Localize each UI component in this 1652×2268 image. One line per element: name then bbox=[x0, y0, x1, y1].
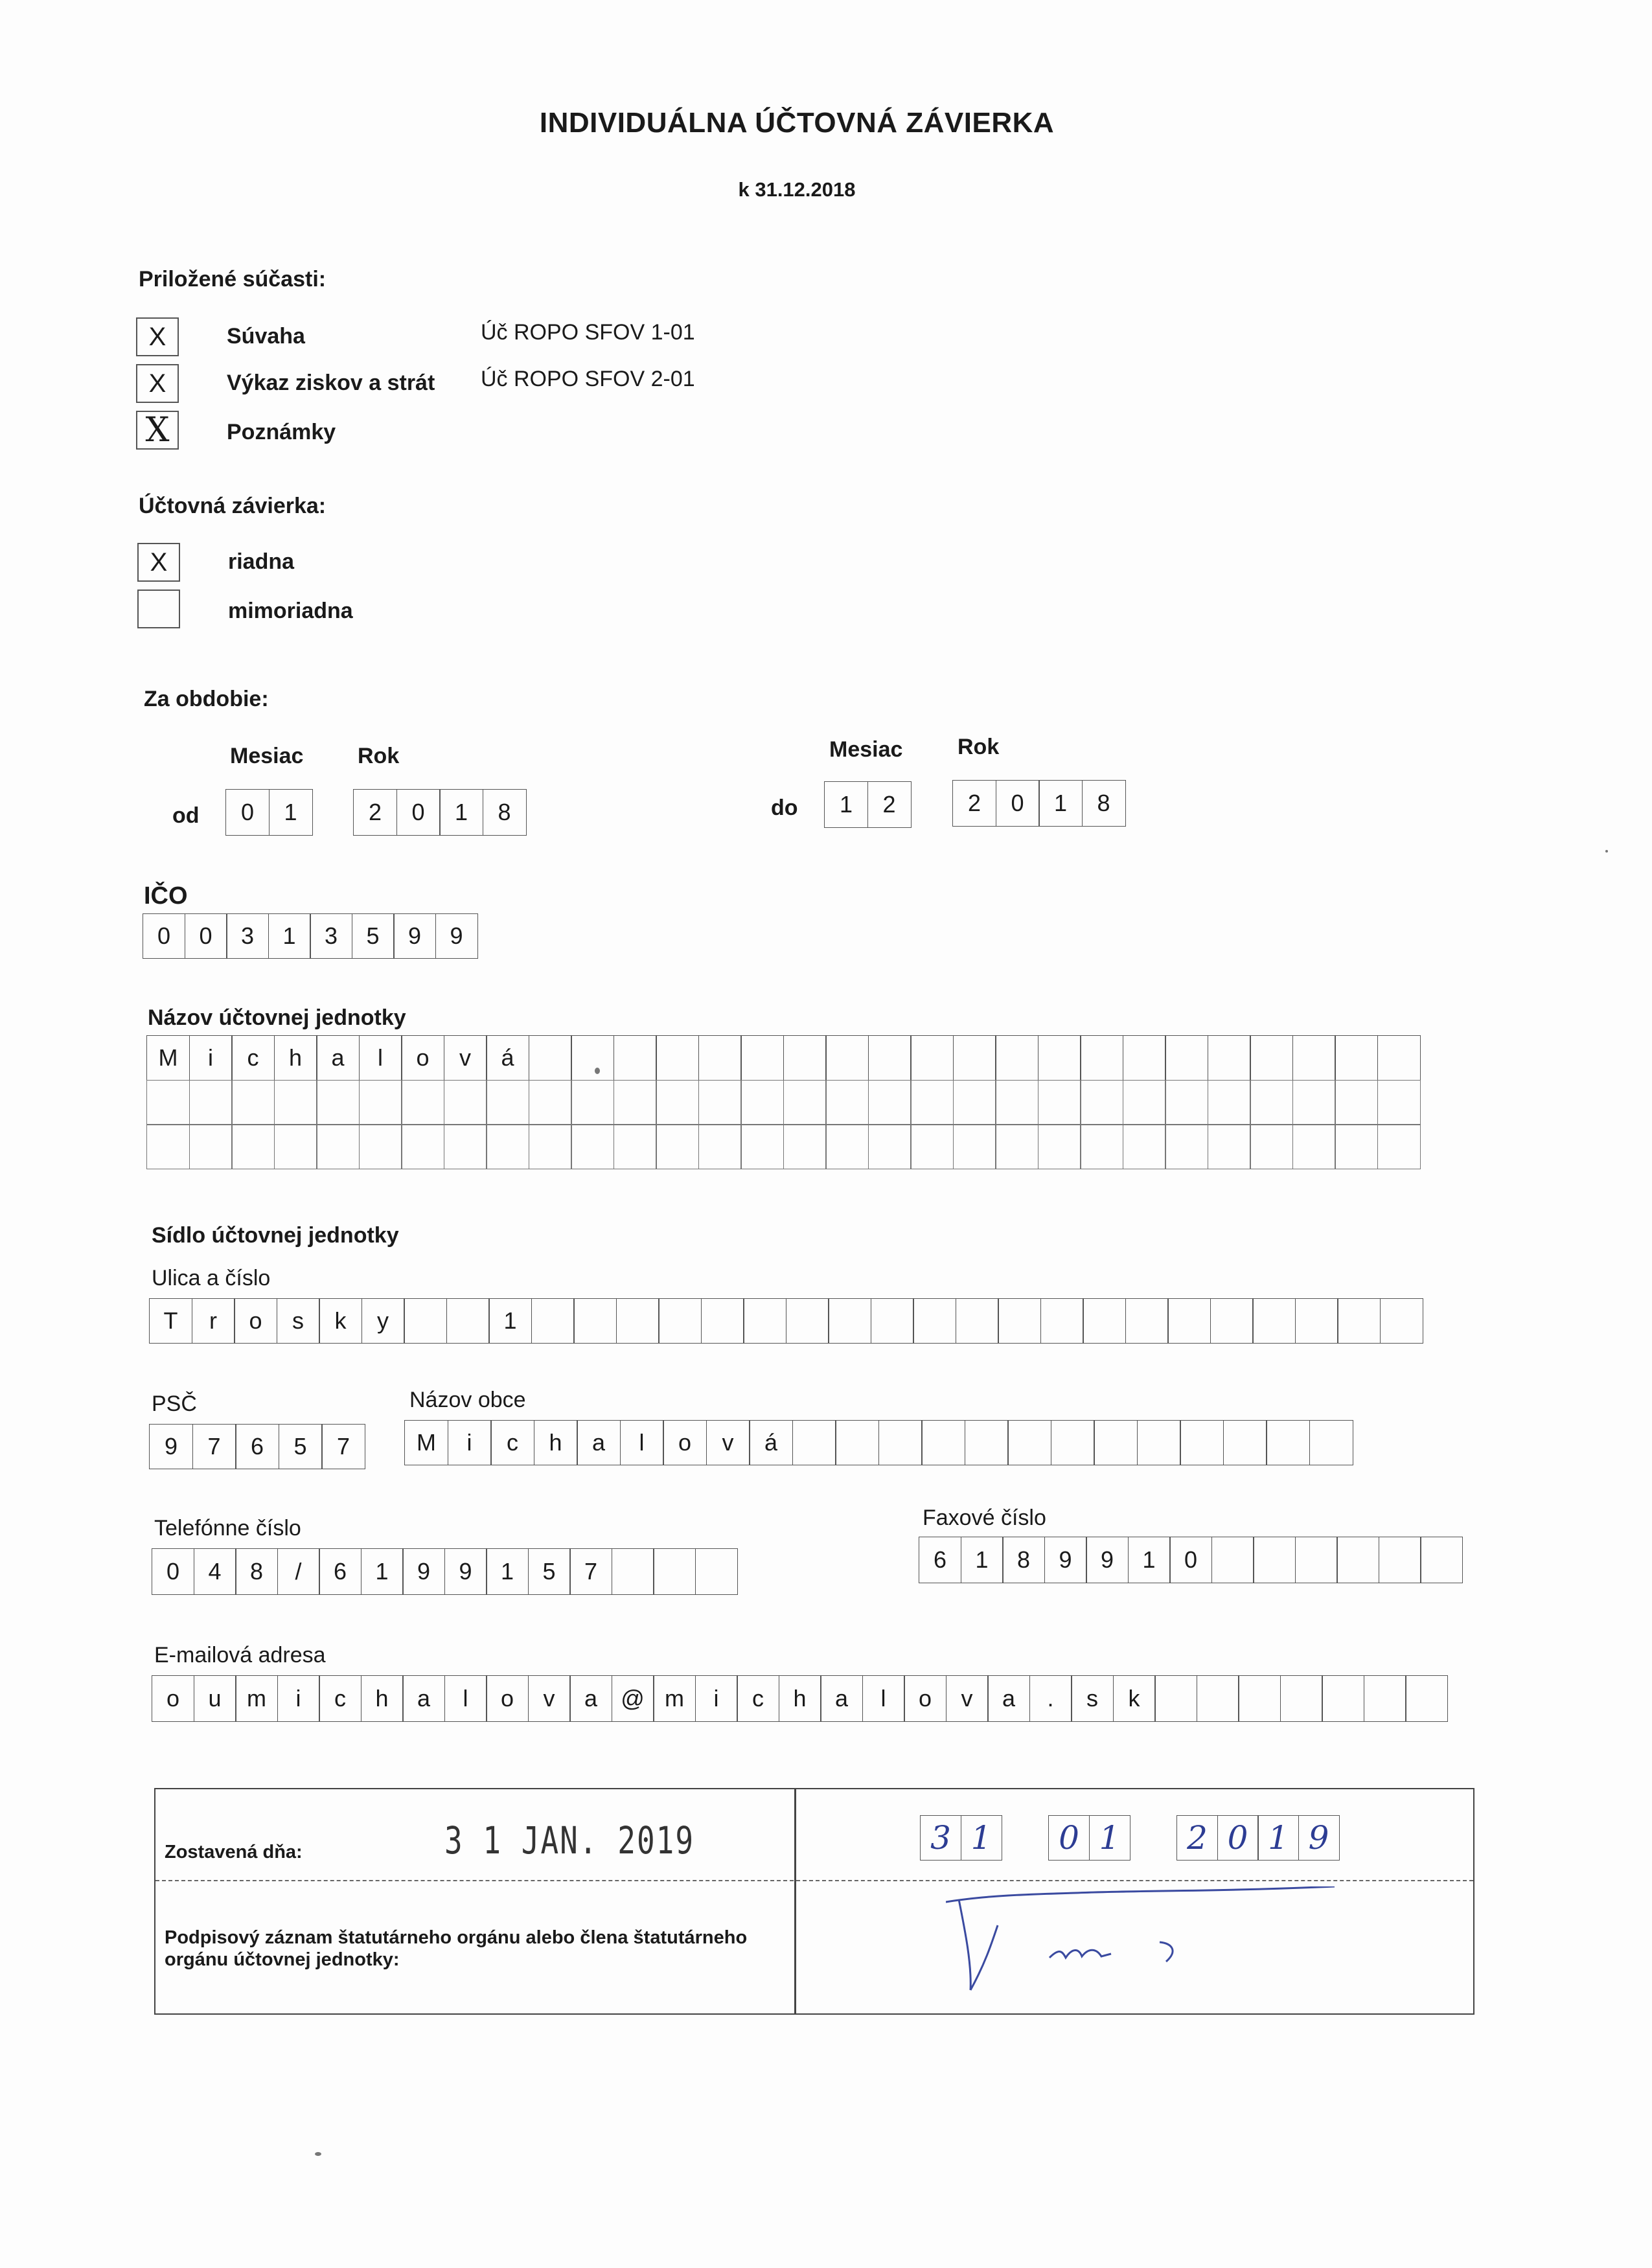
entity-name-char bbox=[1250, 1035, 1293, 1081]
city-char bbox=[1007, 1420, 1051, 1465]
email-char: a bbox=[820, 1675, 863, 1722]
city-char: a bbox=[577, 1420, 621, 1465]
phone-char bbox=[653, 1548, 696, 1595]
from-label: od bbox=[172, 803, 200, 828]
entity-name-char bbox=[910, 1124, 954, 1169]
year-digit: 2 bbox=[1176, 1815, 1218, 1861]
city-char: h bbox=[534, 1420, 578, 1465]
entity-name-char bbox=[953, 1124, 996, 1169]
entity-name-char bbox=[740, 1080, 784, 1125]
entity-name-char bbox=[1250, 1080, 1293, 1125]
scan-speck bbox=[1605, 850, 1608, 853]
email-label: E-mailová adresa bbox=[154, 1643, 326, 1667]
ico-digit: 0 bbox=[185, 913, 227, 959]
closure-checkbox-extraordinary[interactable] bbox=[137, 590, 180, 628]
email-char: k bbox=[1113, 1675, 1156, 1722]
scan-speck bbox=[595, 1068, 600, 1074]
street-char bbox=[1040, 1298, 1084, 1344]
city-char bbox=[965, 1420, 1009, 1465]
street-char: r bbox=[192, 1298, 235, 1344]
street-char bbox=[743, 1298, 786, 1344]
zip-digit: 7 bbox=[321, 1424, 365, 1469]
entity-name-char bbox=[614, 1080, 657, 1125]
city-char bbox=[878, 1420, 923, 1465]
city-char: o bbox=[663, 1420, 707, 1465]
city-char bbox=[921, 1420, 965, 1465]
email-char: a bbox=[987, 1675, 1030, 1722]
entity-name-char bbox=[571, 1035, 614, 1081]
city-char bbox=[1180, 1420, 1224, 1465]
from-year-field[interactable] bbox=[353, 789, 527, 836]
month-digit: 1 bbox=[1089, 1815, 1130, 1861]
street-char bbox=[1337, 1298, 1381, 1344]
street-char: T bbox=[149, 1298, 192, 1344]
street-char bbox=[1252, 1298, 1296, 1344]
city-char bbox=[1051, 1420, 1095, 1465]
day-digit: 1 bbox=[961, 1815, 1002, 1861]
city-char bbox=[1137, 1420, 1181, 1465]
ico-digit: 0 bbox=[143, 913, 185, 959]
document-date: k 31.12.2018 bbox=[738, 178, 856, 201]
closure-type-heading: Účtovná závierka: bbox=[139, 494, 327, 518]
entity-name-char bbox=[953, 1035, 996, 1081]
entity-name-char bbox=[529, 1124, 572, 1169]
entity-name-char: i bbox=[189, 1035, 233, 1081]
email-char: c bbox=[737, 1675, 779, 1722]
entity-name-char bbox=[1335, 1080, 1378, 1125]
email-char: i bbox=[277, 1675, 320, 1722]
closure-label-regular: riadna bbox=[228, 549, 295, 574]
to-year-field[interactable] bbox=[952, 780, 1126, 827]
fax-field[interactable] bbox=[919, 1537, 1463, 1583]
entity-name-char bbox=[486, 1080, 529, 1125]
street-char: s bbox=[277, 1298, 320, 1344]
entity-name-char bbox=[1038, 1080, 1081, 1125]
street-char: o bbox=[234, 1298, 277, 1344]
city-field[interactable] bbox=[404, 1420, 1353, 1465]
entity-name-char: á bbox=[486, 1035, 529, 1081]
entity-name-char bbox=[571, 1080, 614, 1125]
city-char: c bbox=[490, 1420, 534, 1465]
attachment-code-income: Úč ROPO SFOV 2-01 bbox=[481, 367, 695, 391]
entity-name-char bbox=[910, 1080, 954, 1125]
city-char: v bbox=[706, 1420, 750, 1465]
to-month-digit: 1 bbox=[824, 781, 868, 828]
entity-name-char bbox=[1335, 1124, 1378, 1169]
email-char: o bbox=[904, 1675, 946, 1722]
entity-name-char bbox=[146, 1124, 190, 1169]
fax-char: 0 bbox=[1169, 1537, 1212, 1583]
street-char bbox=[658, 1298, 702, 1344]
entity-name-char bbox=[189, 1080, 233, 1125]
street-char bbox=[446, 1298, 490, 1344]
email-char bbox=[1238, 1675, 1281, 1722]
from-month-label: Mesiac bbox=[230, 744, 304, 768]
entity-name-char bbox=[359, 1080, 402, 1125]
entity-name-field[interactable] bbox=[146, 1035, 1421, 1169]
phone-field[interactable] bbox=[152, 1548, 738, 1595]
entity-name-char bbox=[401, 1124, 444, 1169]
street-char bbox=[1167, 1298, 1211, 1344]
street-char bbox=[871, 1298, 914, 1344]
entity-name-label: Názov účtovnej jednotky bbox=[148, 1005, 406, 1030]
entity-name-char bbox=[1038, 1124, 1081, 1169]
fax-char: 6 bbox=[919, 1537, 961, 1583]
attachment-label-notes: Poznámky bbox=[227, 420, 336, 444]
zip-digit: 7 bbox=[192, 1424, 236, 1469]
compiled-date-label: Zostavená dňa: bbox=[165, 1842, 303, 1862]
entity-name-char bbox=[740, 1124, 784, 1169]
to-month-digit: 2 bbox=[867, 781, 912, 828]
city-char bbox=[1223, 1420, 1267, 1465]
phone-char: 0 bbox=[152, 1548, 194, 1595]
entity-name-char: c bbox=[231, 1035, 275, 1081]
street-char: k bbox=[319, 1298, 362, 1344]
fax-char bbox=[1295, 1537, 1338, 1583]
city-char: á bbox=[749, 1420, 793, 1465]
attachment-checkbox-balance[interactable]: X bbox=[136, 317, 179, 356]
from-month-digit: 1 bbox=[269, 789, 313, 836]
entity-name-char bbox=[1165, 1124, 1208, 1169]
street-char: y bbox=[361, 1298, 405, 1344]
entity-name-char bbox=[1208, 1080, 1251, 1125]
entity-name-char bbox=[1208, 1035, 1251, 1081]
entity-name-char: o bbox=[401, 1035, 444, 1081]
street-label: Ulica a číslo bbox=[152, 1266, 271, 1290]
email-field[interactable] bbox=[152, 1675, 1448, 1722]
entity-name-char: a bbox=[316, 1035, 360, 1081]
signature-label: Podpisový záznam štatutárneho orgánu alebo člena štatutárneho orgánu účtovnej jednotky: bbox=[165, 1927, 748, 1970]
entity-name-char bbox=[910, 1035, 954, 1081]
phone-char: 4 bbox=[194, 1548, 236, 1595]
ico-digit: 3 bbox=[310, 913, 352, 959]
closure-label-extraordinary: mimoriadna bbox=[228, 599, 353, 623]
street-char: 1 bbox=[488, 1298, 532, 1344]
entity-name-char bbox=[444, 1124, 487, 1169]
street-field[interactable] bbox=[149, 1298, 1423, 1344]
phone-char bbox=[612, 1548, 654, 1595]
entity-name-char bbox=[1123, 1124, 1166, 1169]
city-char: i bbox=[448, 1420, 492, 1465]
phone-char: / bbox=[277, 1548, 320, 1595]
entity-name-char bbox=[868, 1080, 912, 1125]
email-char: a bbox=[402, 1675, 445, 1722]
zip-digit: 6 bbox=[235, 1424, 279, 1469]
phone-char bbox=[695, 1548, 738, 1595]
entity-name-char bbox=[825, 1080, 869, 1125]
street-char bbox=[913, 1298, 956, 1344]
entity-name-char: h bbox=[274, 1035, 317, 1081]
entity-name-char bbox=[1335, 1035, 1378, 1081]
street-char bbox=[573, 1298, 617, 1344]
from-year-digit: 8 bbox=[483, 789, 527, 836]
attachments-heading: Priložené súčasti: bbox=[139, 267, 327, 292]
email-char: m bbox=[235, 1675, 278, 1722]
email-char: v bbox=[528, 1675, 571, 1722]
email-char bbox=[1280, 1675, 1323, 1722]
entity-name-char bbox=[868, 1035, 912, 1081]
period-heading: Za obdobie: bbox=[144, 687, 269, 711]
entity-name-char bbox=[1165, 1080, 1208, 1125]
zip-digit: 5 bbox=[279, 1424, 323, 1469]
attachment-label-income: Výkaz ziskov a strát bbox=[227, 371, 435, 395]
city-char bbox=[1094, 1420, 1138, 1465]
ico-digit: 9 bbox=[393, 913, 436, 959]
city-char bbox=[792, 1420, 836, 1465]
entity-name-char bbox=[740, 1035, 784, 1081]
street-char bbox=[1380, 1298, 1423, 1344]
entity-name-row-3 bbox=[146, 1125, 1421, 1170]
entity-name-row-2 bbox=[146, 1081, 1421, 1125]
signature-block-divider bbox=[794, 1789, 796, 2013]
attachment-checkbox-income[interactable]: X bbox=[136, 364, 179, 403]
email-char bbox=[1154, 1675, 1197, 1722]
fax-char: 9 bbox=[1044, 1537, 1087, 1583]
ico-digit: 9 bbox=[435, 913, 478, 959]
from-year-digit: 2 bbox=[353, 789, 397, 836]
entity-name-char bbox=[995, 1080, 1038, 1125]
city-label: Názov obce bbox=[409, 1388, 526, 1412]
entity-name-char bbox=[444, 1080, 487, 1125]
entity-name-char bbox=[783, 1080, 827, 1125]
fax-char bbox=[1337, 1537, 1379, 1583]
street-char bbox=[1295, 1298, 1338, 1344]
ico-digit: 5 bbox=[352, 913, 395, 959]
ico-digit: 1 bbox=[268, 913, 311, 959]
email-char: o bbox=[486, 1675, 529, 1722]
fax-char bbox=[1253, 1537, 1296, 1583]
entity-name-char bbox=[189, 1124, 233, 1169]
entity-name-char bbox=[614, 1124, 657, 1169]
entity-name-char bbox=[1080, 1080, 1123, 1125]
entity-name-char bbox=[1123, 1035, 1166, 1081]
entity-name-char bbox=[953, 1080, 996, 1125]
phone-char: 1 bbox=[361, 1548, 404, 1595]
email-char: a bbox=[569, 1675, 612, 1722]
phone-label: Telefónne číslo bbox=[154, 1516, 301, 1541]
entity-name-char bbox=[1080, 1035, 1123, 1081]
street-char bbox=[956, 1298, 999, 1344]
year-digit: 9 bbox=[1298, 1815, 1340, 1861]
entity-name-char bbox=[656, 1124, 699, 1169]
entity-name-char bbox=[231, 1080, 275, 1125]
entity-name-char bbox=[316, 1124, 360, 1169]
street-char bbox=[404, 1298, 447, 1344]
email-char: @ bbox=[612, 1675, 654, 1722]
street-char bbox=[828, 1298, 871, 1344]
email-char: h bbox=[779, 1675, 821, 1722]
entity-name-char bbox=[1377, 1035, 1421, 1081]
year-digit: 0 bbox=[1217, 1815, 1259, 1861]
phone-char: 9 bbox=[402, 1548, 445, 1595]
street-char bbox=[616, 1298, 660, 1344]
entity-name-char bbox=[698, 1124, 742, 1169]
entity-name-char bbox=[274, 1124, 317, 1169]
street-char bbox=[1210, 1298, 1254, 1344]
entity-name-char bbox=[529, 1080, 572, 1125]
entity-name-char bbox=[825, 1124, 869, 1169]
entity-name-char bbox=[783, 1035, 827, 1081]
zip-field[interactable] bbox=[149, 1424, 365, 1469]
email-char bbox=[1405, 1675, 1448, 1722]
attachment-checkbox-notes[interactable]: X bbox=[136, 411, 179, 450]
fax-char: 8 bbox=[1002, 1537, 1045, 1583]
phone-char: 9 bbox=[444, 1548, 487, 1595]
email-char: i bbox=[695, 1675, 738, 1722]
ico-digit: 3 bbox=[226, 913, 269, 959]
day-digit: 3 bbox=[920, 1815, 961, 1861]
email-char: u bbox=[194, 1675, 236, 1722]
email-char bbox=[1197, 1675, 1239, 1722]
street-char bbox=[531, 1298, 575, 1344]
ico-field[interactable] bbox=[143, 913, 478, 959]
email-char: l bbox=[862, 1675, 905, 1722]
ico-label: IČO bbox=[144, 882, 188, 910]
to-label: do bbox=[771, 796, 798, 820]
compiled-day-field[interactable] bbox=[920, 1815, 1002, 1861]
email-char: . bbox=[1029, 1675, 1072, 1722]
from-year-digit: 1 bbox=[439, 789, 483, 836]
phone-char: 7 bbox=[569, 1548, 612, 1595]
year-digit: 1 bbox=[1257, 1815, 1299, 1861]
entity-name-row-1 bbox=[146, 1035, 1421, 1081]
email-char: c bbox=[319, 1675, 361, 1722]
email-char bbox=[1364, 1675, 1406, 1722]
to-year-label: Rok bbox=[958, 735, 1000, 759]
entity-name-char: l bbox=[359, 1035, 402, 1081]
email-char: o bbox=[152, 1675, 194, 1722]
fax-char: 1 bbox=[961, 1537, 1004, 1583]
month-digit: 0 bbox=[1048, 1815, 1090, 1861]
fax-char bbox=[1211, 1537, 1254, 1583]
handwritten-signature bbox=[946, 1886, 1360, 2010]
entity-name-char bbox=[1038, 1035, 1081, 1081]
entity-name-char bbox=[995, 1124, 1038, 1169]
city-char bbox=[1309, 1420, 1353, 1465]
city-char: l bbox=[620, 1420, 664, 1465]
document-title: INDIVIDUÁLNA ÚČTOVNÁ ZÁVIERKA bbox=[539, 107, 1055, 139]
entity-name-char bbox=[698, 1035, 742, 1081]
from-year-digit: 0 bbox=[396, 789, 441, 836]
entity-name-char bbox=[529, 1035, 572, 1081]
entity-name-char bbox=[316, 1080, 360, 1125]
date-stamp: 3 1 JAN. 2019 bbox=[444, 1818, 695, 1862]
entity-name-char bbox=[995, 1035, 1038, 1081]
entity-name-char bbox=[1250, 1124, 1293, 1169]
seat-label: Sídlo účtovnej jednotky bbox=[152, 1223, 399, 1248]
entity-name-char bbox=[571, 1124, 614, 1169]
entity-name-char bbox=[656, 1035, 699, 1081]
to-month-field[interactable] bbox=[824, 781, 912, 828]
street-char bbox=[1125, 1298, 1169, 1344]
entity-name-char bbox=[486, 1124, 529, 1169]
entity-name-char bbox=[359, 1124, 402, 1169]
to-year-digit: 2 bbox=[952, 780, 996, 827]
to-month-label: Mesiac bbox=[829, 737, 903, 762]
entity-name-char bbox=[231, 1124, 275, 1169]
from-month-field[interactable] bbox=[225, 789, 313, 836]
email-char: l bbox=[444, 1675, 487, 1722]
entity-name-char bbox=[1292, 1035, 1336, 1081]
city-char bbox=[1266, 1420, 1310, 1465]
to-year-digit: 8 bbox=[1082, 780, 1126, 827]
entity-name-char: M bbox=[146, 1035, 190, 1081]
compiled-month-field[interactable] bbox=[1048, 1815, 1130, 1861]
phone-char: 6 bbox=[319, 1548, 361, 1595]
entity-name-char bbox=[825, 1035, 869, 1081]
email-char bbox=[1322, 1675, 1364, 1722]
entity-name-char bbox=[1165, 1035, 1208, 1081]
phone-char: 5 bbox=[528, 1548, 571, 1595]
compiled-year-field[interactable] bbox=[1176, 1815, 1340, 1861]
fax-char bbox=[1420, 1537, 1463, 1583]
email-char: m bbox=[653, 1675, 696, 1722]
from-month-digit: 0 bbox=[225, 789, 270, 836]
entity-name-char bbox=[1292, 1124, 1336, 1169]
entity-name-char bbox=[1208, 1124, 1251, 1169]
email-char: v bbox=[946, 1675, 989, 1722]
email-char: h bbox=[361, 1675, 404, 1722]
closure-checkbox-regular[interactable]: X bbox=[137, 543, 180, 582]
city-char: M bbox=[404, 1420, 448, 1465]
from-year-label: Rok bbox=[358, 744, 400, 768]
entity-name-char bbox=[868, 1124, 912, 1169]
scan-speck bbox=[315, 2152, 321, 2156]
entity-name-char bbox=[1292, 1080, 1336, 1125]
fax-label: Faxové číslo bbox=[923, 1506, 1046, 1530]
entity-name-char bbox=[783, 1124, 827, 1169]
city-char bbox=[835, 1420, 879, 1465]
entity-name-char bbox=[614, 1035, 657, 1081]
entity-name-char bbox=[1123, 1080, 1166, 1125]
street-char bbox=[998, 1298, 1041, 1344]
entity-name-char bbox=[1080, 1124, 1123, 1169]
entity-name-char bbox=[698, 1080, 742, 1125]
entity-name-char bbox=[1377, 1124, 1421, 1169]
to-year-digit: 0 bbox=[996, 780, 1040, 827]
entity-name-char: v bbox=[444, 1035, 487, 1081]
signature-block-row-separator bbox=[155, 1880, 1473, 1883]
attachment-code-balance: Úč ROPO SFOV 1-01 bbox=[481, 320, 695, 345]
entity-name-char bbox=[401, 1080, 444, 1125]
fax-char: 1 bbox=[1128, 1537, 1171, 1583]
street-char bbox=[786, 1298, 829, 1344]
email-char: s bbox=[1071, 1675, 1114, 1722]
signature-block bbox=[154, 1788, 1474, 2015]
entity-name-char bbox=[146, 1080, 190, 1125]
phone-char: 1 bbox=[486, 1548, 529, 1595]
entity-name-char bbox=[1377, 1080, 1421, 1125]
street-char bbox=[701, 1298, 744, 1344]
fax-char: 9 bbox=[1086, 1537, 1129, 1583]
fax-char bbox=[1379, 1537, 1421, 1583]
street-char bbox=[1083, 1298, 1126, 1344]
attachment-label-balance: Súvaha bbox=[227, 324, 305, 349]
zip-label: PSČ bbox=[152, 1392, 197, 1416]
entity-name-char bbox=[656, 1080, 699, 1125]
phone-char: 8 bbox=[235, 1548, 278, 1595]
entity-name-char bbox=[274, 1080, 317, 1125]
to-year-digit: 1 bbox=[1038, 780, 1083, 827]
zip-digit: 9 bbox=[149, 1424, 193, 1469]
